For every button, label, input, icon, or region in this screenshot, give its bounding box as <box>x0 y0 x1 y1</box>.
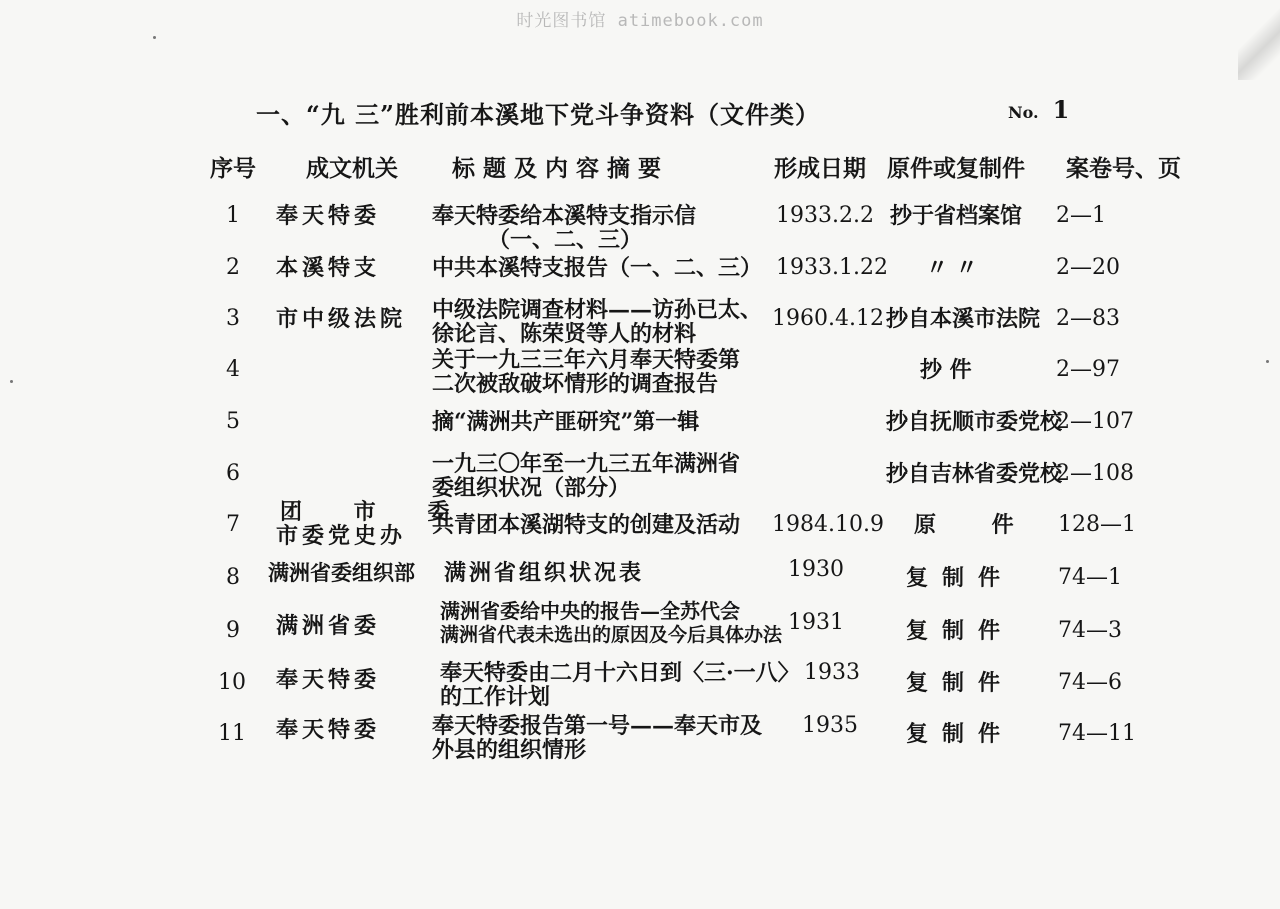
row-9-summary-line-2: 满洲省代表未选出的原因及今后具体办法 <box>440 624 783 646</box>
row-2-no: 2 <box>226 255 240 280</box>
row-4-summary-line-2: 二次被敌破坏情形的调查报告 <box>432 371 719 397</box>
row-5-original: 抄自抚顺市委党校 <box>886 409 1063 435</box>
row-7-summary: 共青团本溪湖特支的创建及活动 <box>432 512 741 538</box>
row-8-summary: 满洲省组织状况表 <box>444 560 645 586</box>
row-1-summary <box>432 204 696 252</box>
scan-speck <box>1266 360 1269 363</box>
row-1-date: 1933.2.2 <box>776 203 874 228</box>
row-3-volume: 2—83 <box>1056 306 1120 331</box>
row-9-original: 复制件 <box>906 618 1015 644</box>
row-3-no: 3 <box>226 306 240 331</box>
row-9-date: 1931 <box>788 610 844 635</box>
scan-speck <box>10 380 13 383</box>
row-11-org: 奉天特委 <box>276 717 381 743</box>
row-7-volume: 128—1 <box>1058 512 1136 537</box>
row-10-summary-line-1: 奉天特委由二月十六日到〈三·一八〉 <box>440 660 800 686</box>
row-6-no: 6 <box>226 461 240 486</box>
row-10-volume: 74—6 <box>1058 670 1122 695</box>
row-4-summary-line-1: 关于一九三三年六月奉天特委第 <box>432 347 741 373</box>
row-11-volume: 74—11 <box>1058 721 1136 746</box>
row-1-org: 奉天特委 <box>276 203 381 229</box>
header-date: 形成日期 <box>774 155 866 182</box>
row-9-org: 满洲省委 <box>276 613 381 639</box>
row-9-summary-line-1: 满洲省委给中央的报告—全苏代会 <box>440 599 740 623</box>
row-8-volume: 74—1 <box>1058 565 1122 590</box>
row-2-date: 1933.1.22 <box>776 255 888 280</box>
row-1-original: 抄于省档案馆 <box>890 203 1023 229</box>
row-11-date: 1935 <box>802 713 858 738</box>
row-5-summary: 摘“满洲共产匪研究”第一辑 <box>432 409 700 435</box>
row-9-volume: 74—3 <box>1058 618 1122 643</box>
row-10-date: 1933 <box>804 660 860 685</box>
row-11-no: 11 <box>218 721 246 746</box>
row-3-original: 抄自本溪市法院 <box>886 306 1041 332</box>
row-3-summary-line-1: 中级法院调查材料——访孙已太、 <box>432 297 763 323</box>
row-10-original: 复制件 <box>906 670 1015 696</box>
row-3-summary <box>432 298 762 346</box>
row-5-volume: 2—107 <box>1056 409 1134 434</box>
row-7-original: 原 件 <box>914 512 1038 538</box>
row-10-no: 10 <box>218 670 246 695</box>
row-4-volume: 2—97 <box>1056 357 1120 382</box>
row-3-org: 市中级法院 <box>276 306 407 332</box>
scan-speck <box>153 36 156 39</box>
row-6-volume: 2—108 <box>1056 461 1134 486</box>
row-8-org: 满洲省委组织部 <box>268 560 415 585</box>
row-10-org: 奉天特委 <box>276 667 381 693</box>
row-7-date: 1984.10.9 <box>772 512 884 537</box>
row-10-summary <box>440 661 800 709</box>
row-3-summary-line-2: 徐论言、陈荣贤等人的材料 <box>432 321 697 347</box>
row-2-original: 〃 〃 <box>926 255 978 281</box>
row-11-summary-line-1: 奉天特委报告第一号——奉天市及 <box>432 713 763 739</box>
row-4-original: 抄 件 <box>920 357 972 383</box>
header-volume: 案卷号、页 <box>1066 155 1181 182</box>
row-7-org-line-1: 团 市 委 <box>280 499 472 525</box>
document-title: 一、“九 三”胜利前本溪地下党斗争资料（文件类） <box>256 100 820 129</box>
row-6-original: 抄自吉林省委党校 <box>886 461 1063 487</box>
row-2-org: 本溪特支 <box>276 255 381 281</box>
row-7-org-line-2: 市委党史办 <box>276 523 407 549</box>
row-7-no: 7 <box>226 512 240 537</box>
row-1-volume: 2—1 <box>1056 203 1106 228</box>
row-4-no: 4 <box>226 357 240 382</box>
header-summary: 标 题 及 内 容 摘 要 <box>452 155 662 182</box>
row-2-summary: 中共本溪特支报告（一、二、三） <box>432 255 763 281</box>
page-number-label: No. <box>1008 103 1039 122</box>
row-8-original: 复制件 <box>906 565 1015 591</box>
header-no: 序号 <box>210 155 256 182</box>
row-8-no: 8 <box>226 565 240 590</box>
row-9-summary <box>440 599 782 647</box>
watermark: 时光图书馆 atimebook.com <box>516 11 764 31</box>
page-number-value: 1 <box>1052 95 1070 124</box>
row-10-summary-line-2: 的工作计划 <box>440 684 551 710</box>
row-4-summary <box>432 348 740 396</box>
row-5-no: 5 <box>226 409 240 434</box>
row-11-summary-line-2: 外县的组织情形 <box>432 737 587 763</box>
row-8-date: 1930 <box>788 557 844 582</box>
row-6-summary-line-1: 一九三〇年至一九三五年满洲省 <box>432 451 741 477</box>
row-2-volume: 2—20 <box>1056 255 1120 280</box>
page-number <box>1008 95 1069 124</box>
row-1-summary-line-1: 奉天特委给本溪特支指示信 <box>432 203 697 229</box>
header-org: 成文机关 <box>306 155 398 182</box>
row-11-summary <box>432 714 762 762</box>
row-3-date: 1960.4.12 <box>772 306 884 331</box>
header-original: 原件或复制件 <box>887 155 1025 182</box>
row-1-summary-line-2: （一、二、三） <box>488 227 643 253</box>
row-9-no: 9 <box>226 618 240 643</box>
row-1-no: 1 <box>226 203 240 228</box>
row-11-original: 复制件 <box>906 721 1015 747</box>
row-6-summary-line-2: 委组织状况（部分） <box>432 475 631 501</box>
row-6-summary <box>432 452 740 500</box>
